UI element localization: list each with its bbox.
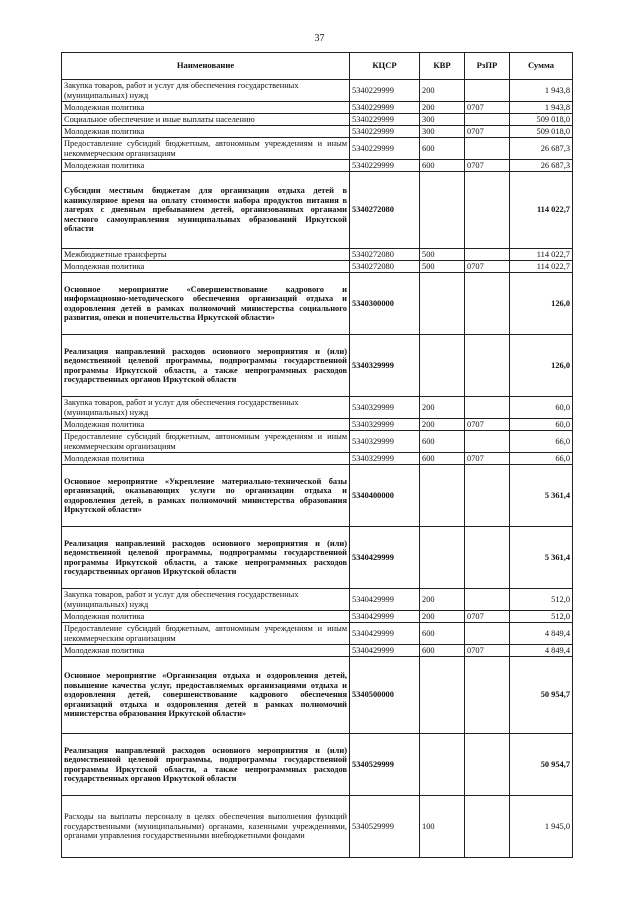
cell-kvr: 300	[420, 114, 465, 126]
cell-sum: 50 954,7	[510, 734, 573, 796]
cell-kvr: 600	[420, 623, 465, 645]
cell-kcsr: 5340272080	[350, 249, 420, 261]
table-row	[62, 138, 573, 160]
header-kcsr: КЦСР	[350, 53, 420, 80]
cell-sum: 114 022,7	[510, 249, 573, 261]
table-header-row	[62, 53, 573, 80]
cell-name: Закупка товаров, работ и услуг для обеспечения государственных (муниципальных) нужд	[62, 80, 350, 102]
table-row	[62, 249, 573, 261]
cell-rzpr	[465, 249, 510, 261]
cell-kcsr: 5340229999	[350, 102, 420, 114]
cell-sum: 1 943,8	[510, 102, 573, 114]
cell-name: Молодежная политика	[62, 419, 350, 431]
cell-rzpr: 0707	[465, 453, 510, 465]
table-row	[62, 431, 573, 453]
cell-kcsr: 5340300000	[350, 273, 420, 335]
cell-kvr: 500	[420, 261, 465, 273]
cell-name: Закупка товаров, работ и услуг для обеспечения государственных (муниципальных) нужд	[62, 589, 350, 611]
cell-rzpr	[465, 465, 510, 527]
header-name: Наименование	[62, 53, 350, 80]
table-row	[62, 397, 573, 419]
header-sum: Сумма	[510, 53, 573, 80]
cell-name: Молодежная политика	[62, 102, 350, 114]
cell-kcsr: 5340272080	[350, 261, 420, 273]
cell-rzpr: 0707	[465, 611, 510, 623]
cell-kvr: 600	[420, 160, 465, 172]
cell-sum: 512,0	[510, 611, 573, 623]
cell-sum: 4 849,4	[510, 645, 573, 657]
cell-name: Предоставление субсидий бюджетным, автономным учреждениям и иным некоммерческим организациям	[62, 623, 350, 645]
cell-rzpr: 0707	[465, 645, 510, 657]
cell-kcsr: 5340229999	[350, 126, 420, 138]
cell-rzpr	[465, 734, 510, 796]
table-row	[62, 734, 573, 796]
cell-kcsr: 5340329999	[350, 419, 420, 431]
cell-kvr	[420, 734, 465, 796]
cell-kvr: 200	[420, 419, 465, 431]
cell-name: Реализация направлений расходов основного мероприятия и (или) ведомственной целевой программы, подпрограммы государственной программы Иркутской области, а также непрограммных расходов государственных органов Иркутской области	[62, 734, 350, 796]
table-row	[62, 657, 573, 734]
cell-name: Молодежная политика	[62, 160, 350, 172]
cell-kvr: 500	[420, 249, 465, 261]
cell-kcsr: 5340429999	[350, 611, 420, 623]
cell-sum: 26 687,3	[510, 160, 573, 172]
table-row	[62, 611, 573, 623]
cell-sum: 60,0	[510, 397, 573, 419]
table-row	[62, 527, 573, 589]
cell-kvr: 100	[420, 796, 465, 858]
cell-sum: 114 022,7	[510, 172, 573, 249]
cell-kcsr: 5340329999	[350, 397, 420, 419]
cell-sum: 60,0	[510, 419, 573, 431]
cell-sum: 1 943,8	[510, 80, 573, 102]
cell-sum: 114 022,7	[510, 261, 573, 273]
cell-kcsr: 5340429999	[350, 527, 420, 589]
cell-kvr	[420, 527, 465, 589]
cell-kcsr: 5340272080	[350, 172, 420, 249]
cell-rzpr: 0707	[465, 419, 510, 431]
page-number: 37	[314, 33, 325, 44]
cell-rzpr	[465, 397, 510, 419]
cell-kcsr: 5340229999	[350, 114, 420, 126]
cell-kvr: 200	[420, 611, 465, 623]
table-row	[62, 589, 573, 611]
cell-kvr: 600	[420, 138, 465, 160]
cell-sum: 512,0	[510, 589, 573, 611]
table-row	[62, 273, 573, 335]
cell-kvr	[420, 657, 465, 734]
cell-kcsr: 5340229999	[350, 138, 420, 160]
cell-rzpr	[465, 589, 510, 611]
table-row	[62, 335, 573, 397]
cell-sum: 509 018,0	[510, 126, 573, 138]
cell-sum: 66,0	[510, 431, 573, 453]
cell-name: Молодежная политика	[62, 611, 350, 623]
cell-kcsr: 5340429999	[350, 589, 420, 611]
cell-sum: 26 687,3	[510, 138, 573, 160]
cell-kcsr: 5340229999	[350, 80, 420, 102]
table-row	[62, 160, 573, 172]
table-row	[62, 80, 573, 102]
cell-kvr: 600	[420, 453, 465, 465]
cell-name: Субсидии местным бюджетам для организации отдыха детей в каникулярное время на оплату стоимости набора продуктов питания в лагерях с дневным пребыванием детей, организованных органами местного самоуправления муниципальных образований Иркутской области	[62, 172, 350, 249]
cell-name: Молодежная политика	[62, 453, 350, 465]
table-row	[62, 126, 573, 138]
cell-kvr: 200	[420, 80, 465, 102]
cell-kvr: 600	[420, 431, 465, 453]
cell-name: Реализация направлений расходов основного мероприятия и (или) ведомственной целевой программы, подпрограммы государственной программы Иркутской области, а также непрограммных расходов государственных органов Иркутской области	[62, 527, 350, 589]
cell-name: Расходы на выплаты персоналу в целях обеспечения выполнения функций государственными (муниципальными) органами, казенными учреждениями, органами управления государственными внебюджетными фондами	[62, 796, 350, 858]
cell-rzpr	[465, 796, 510, 858]
cell-kvr	[420, 335, 465, 397]
cell-rzpr	[465, 114, 510, 126]
cell-name: Социальное обеспечение и иные выплаты населению	[62, 114, 350, 126]
cell-rzpr: 0707	[465, 102, 510, 114]
table-row	[62, 114, 573, 126]
cell-kvr	[420, 273, 465, 335]
cell-name: Молодежная политика	[62, 261, 350, 273]
cell-kcsr: 5340400000	[350, 465, 420, 527]
cell-kvr: 200	[420, 102, 465, 114]
table-row	[62, 419, 573, 431]
cell-kcsr: 5340500000	[350, 657, 420, 734]
table-row	[62, 172, 573, 249]
table-row	[62, 645, 573, 657]
cell-rzpr	[465, 335, 510, 397]
cell-rzpr: 0707	[465, 126, 510, 138]
cell-rzpr	[465, 172, 510, 249]
cell-kcsr: 5340329999	[350, 335, 420, 397]
cell-rzpr	[465, 527, 510, 589]
cell-name: Молодежная политика	[62, 645, 350, 657]
cell-rzpr	[465, 431, 510, 453]
cell-rzpr	[465, 657, 510, 734]
cell-kcsr: 5340329999	[350, 453, 420, 465]
cell-kvr: 600	[420, 645, 465, 657]
cell-name: Предоставление субсидий бюджетным, автономным учреждениям и иным некоммерческим организациям	[62, 138, 350, 160]
cell-sum: 126,0	[510, 273, 573, 335]
cell-rzpr: 0707	[465, 261, 510, 273]
cell-rzpr	[465, 138, 510, 160]
cell-kcsr: 5340429999	[350, 645, 420, 657]
cell-sum: 66,0	[510, 453, 573, 465]
cell-kvr: 200	[420, 397, 465, 419]
cell-name: Закупка товаров, работ и услуг для обеспечения государственных (муниципальных) нужд	[62, 397, 350, 419]
cell-sum: 509 018,0	[510, 114, 573, 126]
cell-name: Реализация направлений расходов основного мероприятия и (или) ведомственной целевой программы, подпрограммы государственной программы Иркутской области, а также непрограммных расходов государственных органов Иркутской области	[62, 335, 350, 397]
budget-table	[61, 52, 573, 858]
cell-name: Основное мероприятие «Совершенствование кадрового и информационно-методического обеспечения организаций отдыха и оздоровления детей в рамках полномочий министерства социального развития, опеки и попечительства Иркутской области»	[62, 273, 350, 335]
cell-kvr: 200	[420, 589, 465, 611]
cell-sum: 4 849,4	[510, 623, 573, 645]
cell-rzpr	[465, 623, 510, 645]
cell-kvr	[420, 172, 465, 249]
cell-kcsr: 5340329999	[350, 431, 420, 453]
cell-kcsr: 5340529999	[350, 796, 420, 858]
cell-name: Предоставление субсидий бюджетным, автономным учреждениям и иным некоммерческим организациям	[62, 431, 350, 453]
cell-kcsr: 5340229999	[350, 160, 420, 172]
cell-kvr	[420, 465, 465, 527]
cell-name: Межбюджетные трансферты	[62, 249, 350, 261]
cell-kcsr: 5340429999	[350, 623, 420, 645]
table-row	[62, 261, 573, 273]
cell-sum: 5 361,4	[510, 465, 573, 527]
cell-name: Молодежная политика	[62, 126, 350, 138]
table-row	[62, 796, 573, 858]
cell-kvr: 300	[420, 126, 465, 138]
cell-sum: 126,0	[510, 335, 573, 397]
table-row	[62, 453, 573, 465]
table-row	[62, 102, 573, 114]
cell-sum: 50 954,7	[510, 657, 573, 734]
cell-sum: 1 945,0	[510, 796, 573, 858]
cell-rzpr	[465, 80, 510, 102]
header-kvr: КВР	[420, 53, 465, 80]
cell-kcsr: 5340529999	[350, 734, 420, 796]
cell-sum: 5 361,4	[510, 527, 573, 589]
table-row	[62, 465, 573, 527]
header-rzpr: РзПР	[465, 53, 510, 80]
table-row	[62, 623, 573, 645]
cell-name: Основное мероприятие «Организация отдыха и оздоровления детей, повышение качества услуг, предоставляемых организациями отдыха и оздоровления детей, совершенствование кадрового обеспечения организаций отдыха и оздоровления детей в рамках полномочий министерства образования Иркутской области»	[62, 657, 350, 734]
cell-rzpr	[465, 273, 510, 335]
cell-rzpr: 0707	[465, 160, 510, 172]
cell-name: Основное мероприятие «Укрепление материально-технической базы организаций, оказывающих услуги по организации отдыха и оздоровления детей, в рамках полномочий министерства образования Иркутской области»	[62, 465, 350, 527]
